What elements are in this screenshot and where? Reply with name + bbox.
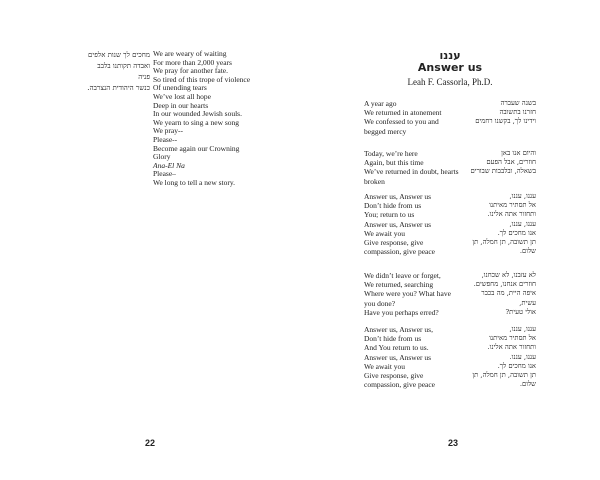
right-page [300,0,600,480]
bilingual-line [364,371,536,389]
english-line: We returned in atonement [364,108,442,118]
poem-line: Glory [153,152,171,162]
poem-line: Become again our Crowning [153,143,240,153]
hebrew-line: אולי טעית? [505,307,536,316]
english-line: We await you [364,228,406,238]
poem-line: Deep in our hearts [153,100,209,110]
english-line: You; return to us [364,210,415,220]
hebrew-line: אל תסתיר מאיתנו [489,334,536,343]
stanza [364,325,536,389]
hebrew-line: ואבדה תקותנו בלבב פניה [97,62,150,81]
english-line: We await you [364,361,406,371]
poem-line: Please– [153,169,176,179]
bilingual-line [364,117,536,135]
bilingual-line [364,158,536,167]
hebrew-line: והיום אנו באן [501,149,536,157]
hebrew-line: תן תשובה, תן חמלה, תן שלום. [472,238,536,256]
bilingual-line [364,108,536,117]
hebrew-poem-fragment [86,50,150,94]
bilingual-line [364,149,536,158]
poem-line: We pray for another fate. [153,66,228,76]
stanza [364,271,536,317]
english-line: Today, we’re here [364,149,418,158]
bilingual-line [364,289,536,307]
english-line: Don’t hide from us [364,201,422,211]
hebrew-line: חוזרים אנחנו, מחפשים. [473,280,536,289]
english-line: Answer us, Answer us, [364,325,433,334]
hebrew-line: אל תסתיר מאיתנו [489,201,536,210]
english-line: Answer us, Answer us [364,352,432,362]
hebrew-line: וידינו לך, בקשנו רחמים [475,117,536,126]
english-line: And You return to us. [364,343,429,353]
bilingual-line [364,201,536,210]
english-line: Have you perhaps erred? [364,307,439,317]
bilingual-line [364,334,536,343]
english-line: We didn’t leave or forget, [364,271,441,280]
hebrew-line: ותחזור אתה אלינו. [487,210,536,219]
stanza [364,149,536,186]
poem-line-italic: Ana-El Na [153,160,185,170]
bilingual-line [364,343,536,352]
poem-line: For more than 2,000 years [153,57,232,67]
poem-line: We’ve lost all hope [153,91,211,101]
hebrew-line: עננו, עננו, [509,219,536,228]
hebrew-line: איפה היית, מה בכבר עשית, [481,289,536,307]
hebrew-line: מחכים לך שנות אלפים [88,51,150,59]
poem-line: In our wounded Jewish souls. [153,109,242,119]
bilingual-line [364,353,536,362]
stanza [364,192,536,256]
english-line: Where were you? What have you done? [364,289,451,308]
bilingual-line [364,238,536,256]
stanza [364,99,536,136]
hebrew-line: תן תשובה, תן חמלה, תן שלום. [472,371,536,389]
english-line: Answer us, Answer us [364,219,432,229]
hebrew-line: ותחזור אתה אלינו. [487,343,536,352]
poem-title-hebrew: עננו [439,49,461,62]
bilingual-line [364,229,536,238]
bilingual-line [364,362,536,371]
poem-line: We are weary of waiting [153,49,227,58]
english-poem-fragment [153,50,293,188]
hebrew-line: אנו מחכים לך. [497,228,536,237]
hebrew-line: אנו מחכים לך. [497,361,536,370]
english-line: A year ago [364,99,397,108]
bilingual-line [364,99,536,108]
page-number: 23 [448,438,459,448]
poem-line: Of unending tears [153,83,207,93]
english-line: We confessed to you and begged mercy [364,117,439,136]
hebrew-line: לא עזבנו, לא שכחנו, [481,271,536,279]
poem-line: We yearn to sing a new song [153,117,240,127]
poem-line: We long to tell a new story. [153,177,236,187]
hebrew-line: חזרנו בתשובה [499,108,536,117]
page-number: 22 [145,438,156,448]
hebrew-line: עננו, עננו. [509,352,536,361]
hebrew-line: בשנה שעברה [500,99,536,107]
poem-author: Leah F. Cassorla, Ph.D. [407,77,493,87]
hebrew-line: חוזרים, אבל הפעם [486,158,536,167]
bilingual-line [364,167,536,185]
english-line: Don’t hide from us [364,334,422,344]
bilingual-line [364,210,536,219]
bilingual-line [364,325,536,334]
hebrew-line: עננו, עננו, [509,325,536,333]
bilingual-line [364,192,536,201]
english-line: We’ve returned in doubt, hearts broken [364,167,459,186]
poem-title: Answer us [417,61,483,74]
poem-line: Please-- [153,134,178,144]
poem-line: So tired of this trope of violence [153,74,251,84]
bilingual-line [364,308,536,317]
english-line: Again, but this time [364,158,424,168]
english-line: Answer us, Answer us [364,192,432,201]
bilingual-line [364,220,536,229]
bilingual-line [364,271,536,280]
poem-line: We pray-- [153,126,184,136]
english-line: Give response, give compassion, give peace [364,238,436,257]
hebrew-line: עננו, עננו, [509,192,536,200]
english-line: Give response, give compassion, give peace [364,371,436,390]
hebrew-line: בשאלה, ובלבבות שבורים [470,167,536,176]
hebrew-line: כנשר היהודית הנצרבה. [87,84,150,92]
english-line: We returned, searching [364,280,434,290]
bilingual-line [364,280,536,289]
